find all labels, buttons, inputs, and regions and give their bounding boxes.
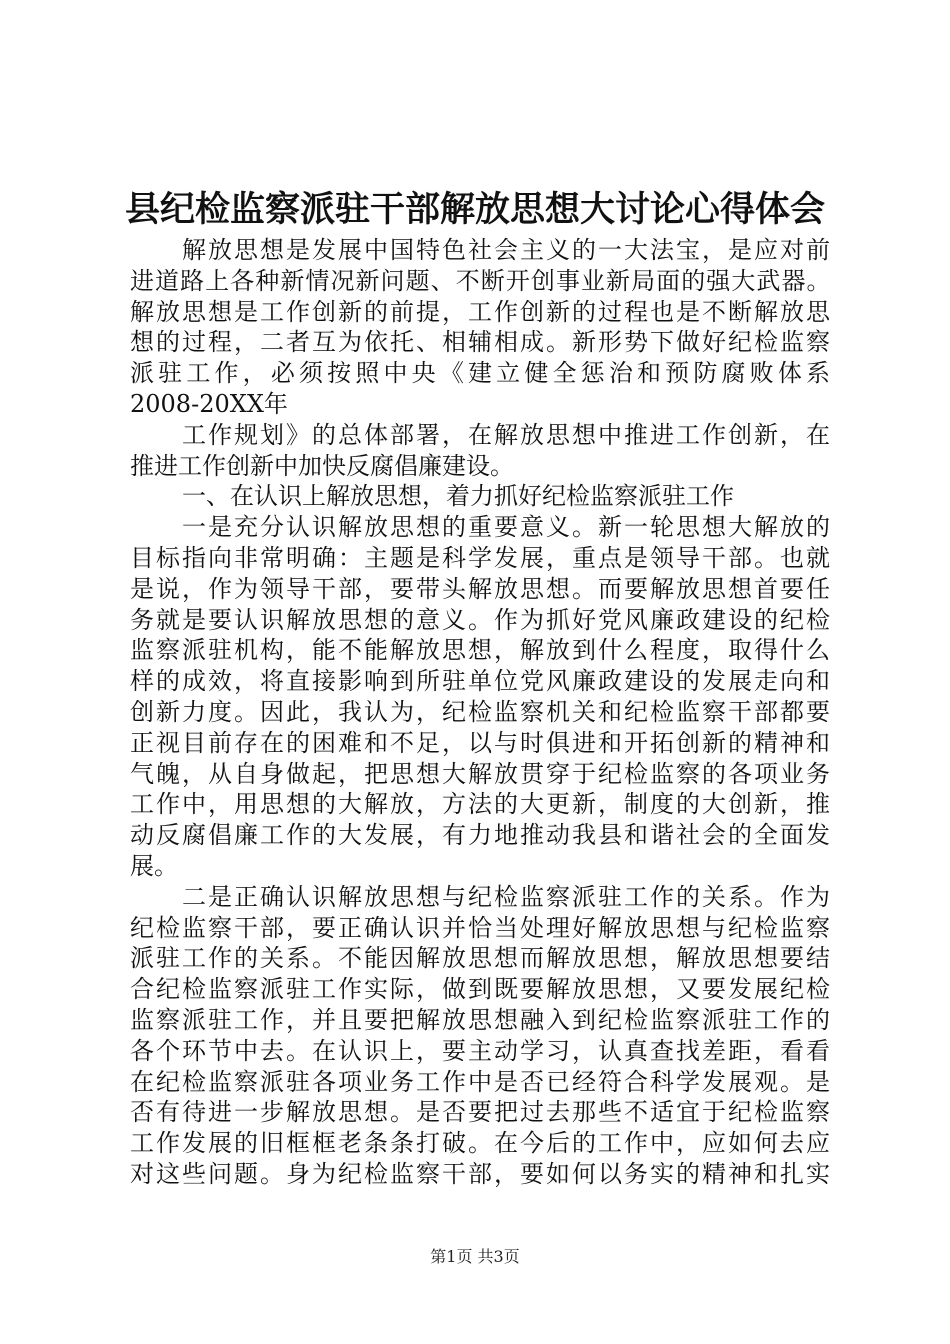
section-heading: 一、在认识上解放思想，着力抓好纪检监察派驻工作 — [182, 482, 734, 511]
text-line: 解放思想是发展中国特色社会主义的一大法宝，是应对前 — [182, 236, 830, 264]
text-line: 想的过程，二者互为依托、相辅相成。新形势下做好纪检监察 — [130, 328, 830, 357]
text-line: 对这些问题。身为纪检监察干部，要如何以务实的精神和扎实 — [130, 1159, 830, 1188]
text-line: 务就是要认识解放思想的意义。作为抓好党风廉政建设的纪检 — [130, 605, 830, 634]
text-line: 气魄，从自身做起，把思想大解放贯穿于纪检监察的各项业务 — [130, 759, 830, 788]
text-line: 解放思想是工作创新的前提，工作创新的过程也是不断解放思 — [130, 297, 830, 326]
text-line: 工作发展的旧框框老条条打破。在今后的工作中，应如何去应 — [130, 1129, 830, 1158]
text-line: 纪检监察干部，要正确认识并恰当处理好解放思想与纪检监察 — [130, 913, 830, 942]
text-line: 派驻工作，必须按照中央《建立健全惩治和预防腐败体系 — [130, 359, 830, 388]
text-line: 是说，作为领导干部，要带头解放思想。而要解放思想首要任 — [130, 574, 830, 603]
text-line: 合纪检监察派驻工作实际，做到既要解放思想，又要发展纪检 — [130, 975, 830, 1004]
text-line: 进道路上各种新情况新问题、不断开创事业新局面的强大武器。 — [130, 266, 830, 295]
text-line: 展。 — [130, 851, 178, 880]
text-line: 二是正确认识解放思想与纪检监察派驻工作的关系。作为 — [182, 882, 830, 911]
text-line: 正视目前存在的困难和不足，以与时俱进和开拓创新的精神和 — [130, 728, 830, 757]
page-number-footer: 第1页 共3页 — [430, 1247, 520, 1266]
document-title: 县纪检监察派驻干部解放思想大讨论心得体会 — [124, 189, 825, 230]
text-line: 创新力度。因此，我认为，纪检监察机关和纪检监察干部都要 — [130, 697, 830, 726]
text-line: 派驻工作的关系。不能因解放思想而解放思想，解放思想要结 — [130, 944, 830, 973]
text-line: 各个环节中去。在认识上，要主动学习，认真查找差距，看看 — [130, 1036, 830, 1065]
text-line: 2008-20XX年 — [130, 389, 288, 418]
text-line: 在纪检监察派驻各项业务工作中是否已经符合科学发展观。是 — [130, 1067, 830, 1096]
text-line: 工作规划》的总体部署，在解放思想中推进工作创新，在 — [182, 420, 830, 449]
text-line: 监察派驻工作，并且要把解放思想融入到纪检监察派驻工作的 — [130, 1005, 830, 1034]
text-line: 推进工作创新中加快反腐倡廉建设。 — [130, 451, 514, 480]
text-line: 样的成效，将直接影响到所驻单位党风廉政建设的发展走向和 — [130, 667, 830, 696]
text-line: 否有待进一步解放思想。是否要把过去那些不适宜于纪检监察 — [130, 1098, 830, 1127]
document-body — [130, 235, 830, 1190]
text-line: 一是充分认识解放思想的重要意义。新一轮思想大解放的 — [182, 513, 830, 542]
text-line: 工作中，用思想的大解放，方法的大更新，制度的大创新，推 — [130, 790, 830, 819]
text-line: 目标指向非常明确：主题是科学发展，重点是领导干部。也就 — [130, 543, 830, 572]
text-line: 动反腐倡廉工作的大发展，有力地推动我县和谐社会的全面发 — [130, 821, 830, 850]
text-line: 监察派驻机构，能不能解放思想，解放到什么程度，取得什么 — [130, 636, 830, 665]
